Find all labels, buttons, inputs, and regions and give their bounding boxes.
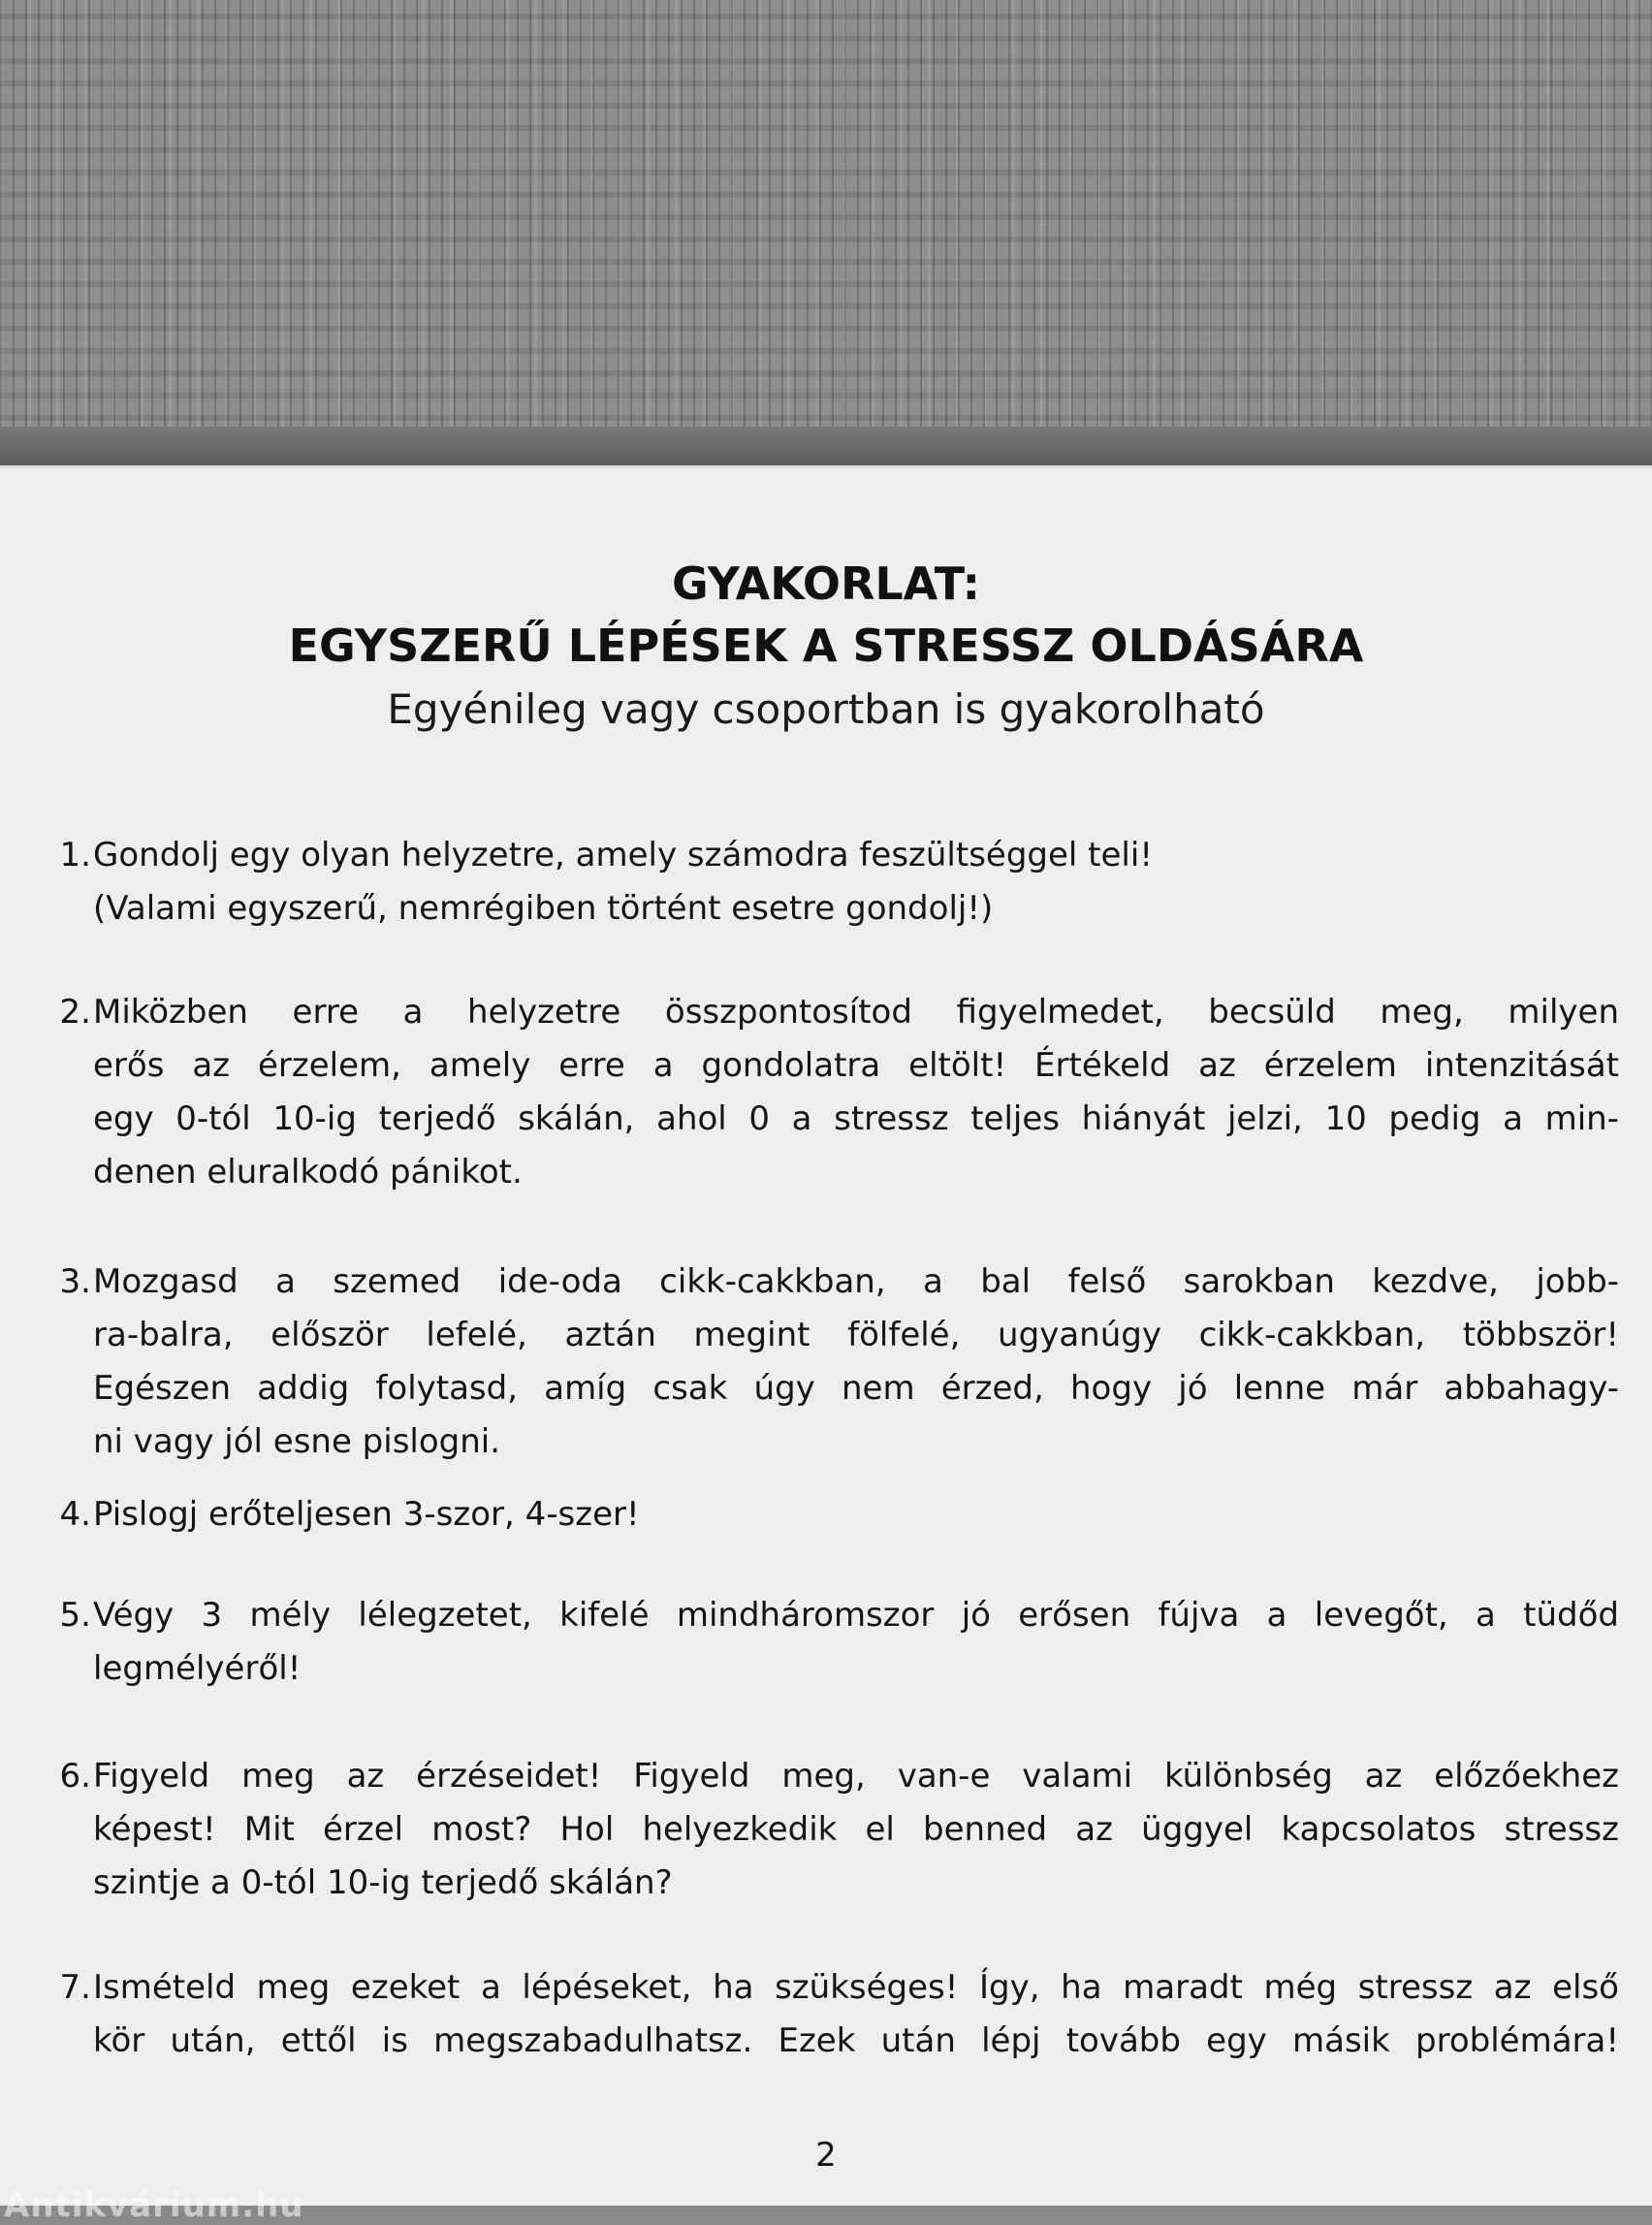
step-line: egy 0-tól 10-ig terjedő skálán, ahol 0 a stressz teljes hiányát jelzi, 10 pedig a min- (93, 1099, 1619, 1138)
step-number: 5. (59, 1596, 91, 1635)
step-text (93, 986, 1619, 1199)
exercise-heading: GYAKORLAT: (672, 557, 980, 610)
step-line: szintje a 0-tól 10-ig terjedő skálán? (93, 1863, 673, 1902)
background-texture (0, 0, 1652, 465)
page-edge-shadow (0, 427, 1652, 465)
step-text (93, 1256, 1619, 1469)
step-number: 2. (59, 993, 91, 1032)
step-number: 3. (59, 1262, 91, 1301)
step-line: (Valami egyszerű, nemrégiben történt esetre gondolj!) (93, 889, 994, 928)
step-line: Ismételd meg ezeket a lépéseket, ha szükséges! Így, ha maradt még stressz az első (93, 1968, 1619, 2007)
step-line: Miközben erre a helyzetre összpontosítod figyelmedet, becsüld meg, milyen (93, 993, 1619, 1032)
step-line: képest! Mit érzel most? Hol helyezkedik el benned az üggyel kapcsolatos stressz (93, 1810, 1619, 1849)
step-text (93, 1961, 1619, 2068)
step-line: denen eluralkodó pánikot. (93, 1153, 523, 1192)
step-text (93, 1750, 1619, 1910)
step-line: ni vagy jól esne pislogni. (93, 1422, 501, 1461)
step-line: Figyeld meg az érzéseidet! Figyeld meg, van-e valami különbség az előzőekhez (93, 1757, 1619, 1796)
step-line: Gondolj egy olyan helyzetre, amely számodra feszültséggel teli! (93, 836, 1153, 874)
watermark-logo: Antikvárium.hu (4, 2186, 304, 2225)
document-page (0, 465, 1652, 2225)
step-text (93, 829, 1619, 936)
exercise-subtitle: Egyénileg vagy csoportban is gyakorolható (387, 685, 1265, 733)
exercise-title: EGYSZERŰ LÉPÉSEK A STRESSZ OLDÁSÁRA (288, 620, 1364, 672)
step-number: 6. (59, 1757, 91, 1796)
step-number: 4. (59, 1495, 91, 1534)
step-line: Mozgasd a szemed ide-oda cikk-cakkban, a bal felső sarokban kezdve, jobb- (93, 1262, 1619, 1301)
step-line: ra-balra, először lefelé, aztán megint fölfelé, ugyanúgy cikk-cakkban, többször! (93, 1316, 1619, 1354)
step-text (93, 1589, 1619, 1696)
step-line: Pislogj erőteljesen 3-szor, 4-szer! (93, 1495, 640, 1534)
step-text (93, 1488, 1619, 1542)
step-line: legmélyéről! (93, 1649, 302, 1688)
step-line: Egészen addig folytasd, amíg csak úgy nem érzed, hogy jó lenne már abbahagy- (93, 1369, 1619, 1408)
step-number: 7. (59, 1968, 91, 2007)
page-number: 2 (815, 2136, 837, 2175)
step-number: 1. (59, 836, 91, 874)
step-line: kör után, ettől is megszabadulhatsz. Ezek után lépj tovább egy másik problémára! (93, 2021, 1619, 2060)
step-line: erős az érzelem, amely erre a gondolatra eltölt! Értékeld az érzelem intenzitását (93, 1046, 1619, 1085)
step-line: Végy 3 mély lélegzetet, kifelé mindháromszor jó erősen fújva a levegőt, a tüdőd (93, 1596, 1619, 1635)
